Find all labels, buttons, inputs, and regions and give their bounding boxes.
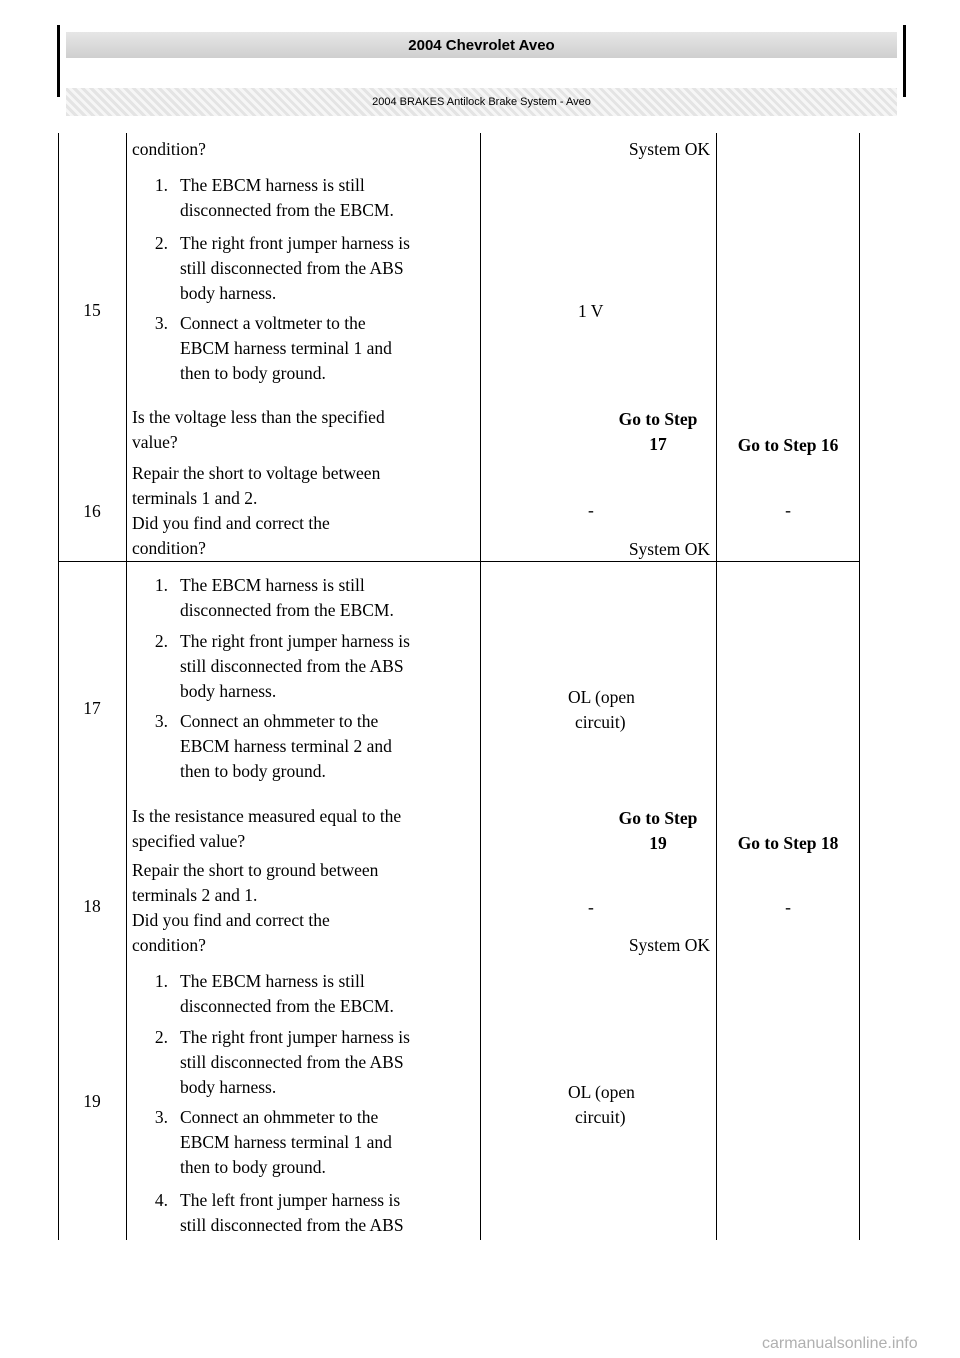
list-item: The right front jumper harness is still disconnected from the ABS body harness. bbox=[180, 631, 410, 701]
specified-value: OL (open circuit) bbox=[568, 687, 635, 732]
column-divider-step bbox=[126, 133, 127, 1240]
list-number: 2. bbox=[154, 1027, 168, 1047]
row-lead-text: condition? bbox=[132, 139, 206, 159]
document-header bbox=[57, 25, 906, 108]
specified-value: OL (open circuit) bbox=[568, 1082, 635, 1127]
specified-value: - bbox=[588, 500, 594, 520]
row-text: Repair the short to ground between terminals 2 and 1. Did you find and correct the condition? bbox=[132, 860, 379, 955]
row-question: Is the voltage less than the specified value? bbox=[132, 407, 385, 452]
specified-value: 1 V bbox=[578, 301, 604, 321]
step-number: 18 bbox=[83, 896, 101, 916]
row-divider-16-17 bbox=[58, 561, 860, 562]
section-subtitle: 2004 BRAKES Antilock Brake System - Aveo bbox=[66, 88, 897, 116]
list-number: 1. bbox=[154, 175, 168, 195]
list-number: 1. bbox=[154, 575, 168, 595]
yes-result: System OK bbox=[628, 935, 710, 955]
step-number: 16 bbox=[83, 501, 101, 521]
list-item: Connect a voltmeter to the EBCM harness terminal 1 and then to body ground. bbox=[180, 313, 392, 383]
yes-result: System OK bbox=[628, 539, 710, 559]
list-item: The left front jumper harness is still disconnected from the ABS bbox=[180, 1190, 404, 1235]
row-text: Repair the short to voltage between terminals 1 and 2. Did you find and correct the condition? bbox=[132, 463, 381, 558]
no-result: Go to Step 16 bbox=[737, 435, 839, 455]
list-item: The right front jumper harness is still disconnected from the ABS body harness. bbox=[180, 1027, 410, 1097]
step-number: 17 bbox=[83, 698, 101, 718]
diagnostic-table bbox=[58, 133, 860, 1240]
list-number: 2. bbox=[154, 631, 168, 651]
list-item: The EBCM harness is still disconnected from the EBCM. bbox=[180, 175, 394, 220]
table-border-right bbox=[859, 133, 860, 1240]
no-result: Go to Step 18 bbox=[737, 833, 839, 853]
watermark-text: carmanualsonline.info bbox=[762, 1335, 918, 1352]
list-number: 3. bbox=[154, 313, 168, 333]
column-divider-value bbox=[716, 133, 717, 1240]
list-item: The EBCM harness is still disconnected from the EBCM. bbox=[180, 971, 394, 1016]
list-number: 4. bbox=[154, 1190, 168, 1210]
list-number: 3. bbox=[154, 711, 168, 731]
list-item: The right front jumper harness is still disconnected from the ABS body harness. bbox=[180, 233, 410, 303]
yes-result: System OK bbox=[628, 139, 710, 159]
list-number: 2. bbox=[154, 233, 168, 253]
list-number: 3. bbox=[154, 1107, 168, 1127]
no-result: - bbox=[785, 500, 791, 520]
list-number: 1. bbox=[154, 971, 168, 991]
vehicle-title: 2004 Chevrolet Aveo bbox=[66, 32, 897, 58]
list-item: Connect an ohmmeter to the EBCM harness terminal 2 and then to body ground. bbox=[180, 711, 392, 781]
step-number: 19 bbox=[83, 1091, 101, 1111]
no-result: - bbox=[785, 897, 791, 917]
list-item: Connect an ohmmeter to the EBCM harness terminal 1 and then to body ground. bbox=[180, 1107, 392, 1177]
specified-value: - bbox=[588, 897, 594, 917]
yes-result: Go to Step 17 bbox=[618, 409, 698, 454]
step-number: 15 bbox=[83, 300, 101, 320]
list-item: The EBCM harness is still disconnected from the EBCM. bbox=[180, 575, 394, 620]
yes-result: Go to Step 19 bbox=[618, 808, 698, 853]
row-question: Is the resistance measured equal to the specified value? bbox=[132, 806, 402, 851]
